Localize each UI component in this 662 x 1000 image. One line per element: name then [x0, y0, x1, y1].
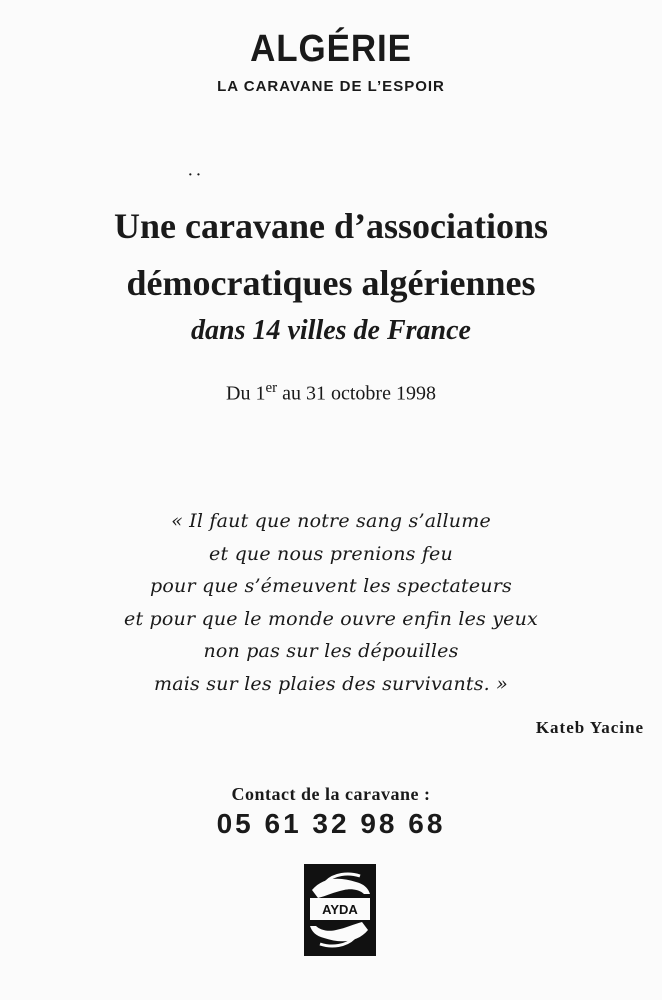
hands-logo-icon — [304, 864, 376, 956]
quote-author: Kateb Yacine — [535, 718, 644, 737]
poem-line: non pas sur les dépouilles — [203, 640, 459, 662]
decorative-dots: · · — [188, 168, 201, 183]
poem-quote — [0, 505, 662, 700]
headline-line-2: démocratiques algériennes — [126, 263, 536, 303]
poem-line: et pour que le monde ouvre enfin les yeux — [124, 607, 538, 630]
contact-label: Contact de la caravane : — [231, 784, 431, 804]
dates-superscript: er — [265, 380, 278, 396]
logo-text: AYDA — [322, 902, 358, 917]
ayda-logo — [304, 864, 376, 956]
headline-subline: dans 14 villes de France — [191, 315, 471, 346]
headline-line-1: Une caravane d’associations — [114, 206, 548, 246]
dates-prefix: Du 1 — [226, 382, 266, 405]
event-dates — [0, 380, 662, 406]
poem-line: mais sur les plaies des survivants. » — [154, 672, 508, 695]
dates-suffix: au 31 octobre 1998 — [277, 382, 436, 405]
contact-phone: 05 61 32 98 68 — [216, 808, 446, 839]
poem-line: « Il faut que notre sang s’allume — [171, 510, 491, 532]
tagline: LA CARAVANE DE L’ESPOIR — [217, 78, 445, 95]
poem-line: pour que s’émeuvent les spectateurs — [150, 575, 512, 597]
poem-line: et que nous prenions feu — [209, 542, 453, 565]
country-title: ALGÉRIE — [250, 28, 412, 70]
